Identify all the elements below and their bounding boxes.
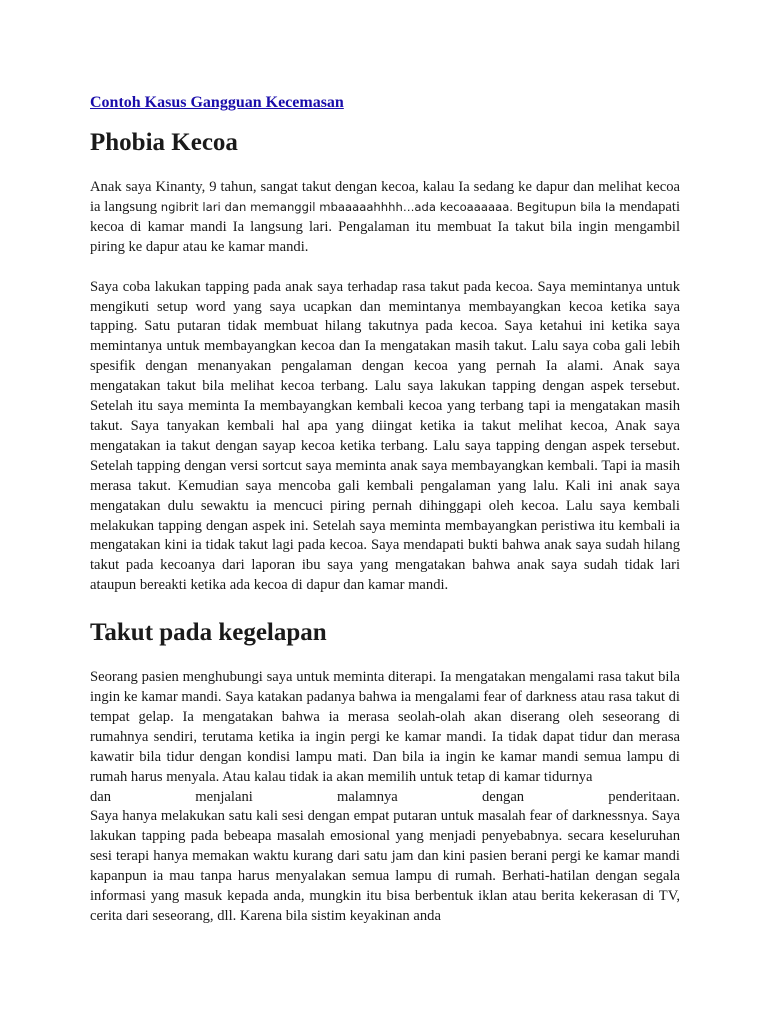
section-heading-phobia-kecoa: Phobia Kecoa bbox=[90, 129, 238, 156]
section1-paragraph-1-part-c: mendapati kecoa di kamar mandi Ia langsung lari. Pengalaman itu membuat Ia takut bila ingin mengambil piring ke dapur atau ke kamar mandi. bbox=[90, 198, 681, 255]
section2-paragraph-1-part-c: Saya hanya melakukan satu kali sesi dengan empat putaran untuk masalah fear of darknessnya. Saya lakukan tapping pada bebeapa masalah emosional yang menjadi penyebabnya. secara keseluruhan sesi terapi hanya memakan waktu kurang dari satu jam dan kini pasien berani pergi ke kamar mandi kapanpun ia mau tanpa harus menyalakan semua lampu di rumah. Berhati-hatilan dengan segala informasi yang masuk kepada anda, mungkin itu bisa berbentuk iklan atau berita kekerasan di TV, cerita dari seseorang, dll. Karena bila sistim keyakinan anda bbox=[90, 808, 680, 924]
section2-paragraph-1-part-b: dan menjalani malamnya dengan penderitaan. bbox=[90, 788, 680, 805]
section1-paragraph-1-part-b: ngibrit lari dan memanggil mbaaaaahhhh…ada kecoaaaaaa. Begitupun bila Ia bbox=[160, 199, 616, 214]
section1-paragraph-2: Saya coba lakukan tapping pada anak saya terhadap rasa takut pada kecoa. Saya memintanya untuk mengikuti setup word yang saya ucapkan dan memintanya membayangkan kecoa ketika saya tapping. Satu putaran tidak membuat hilang takutnya pada kecoa. Saya ketahui ini ketika saya memintanya untuk membayangkan kecoa dan Ia mengatakan masih takut. Lalu saya coba gali lebih spesifik dengan menanyakan pengalaman dengan kecoa yang pernah Ia alami. Anak saya mengatakan takut bila melihat kecoa terbang. Lalu saya lakukan tapping dengan aspek tersebut. Setelah itu saya meminta Ia membayangkan kembali kecoa yang terbang tapi ia mengatakan masih takut. Saya tanyakan kembali hal apa yang diingat ketika ia takut melihat kecoa, Anak saya mengatakan ia takut dengan sayap kecoa ketika terbang. Lalu saya tapping dengan aspek tersebut. Setelah tapping dengan versi sortcut saya meminta anak saya membayangkan kembali. Tapi ia masih merasa takut. Kemudian saya mencoba gali kembali pengalaman yang lalu. Kali ini anak saya mengatakan dulu sewaktu ia mencuci piring pernah dihinggapi oleh kecoa. Lalu saya kembali melakukan tapping dengan aspek ini. Setelah saya meminta membayangkan peristiwa itu kembali ia mengatakan kini ia tidak takut lagi pada kecoa. Saya mendapati bukti bahwa anak saya sudah hilang takut pada kecoanya dari laporan ibu saya yang mengatakan bahwa anak saya sudah tidak lari ataupun bereakti ketika ada kecoa di dapur dan kamar mandi. bbox=[90, 278, 680, 594]
document-page bbox=[90, 92, 680, 947]
article-link-title[interactable]: Contoh Kasus Gangguan Kecemasan bbox=[90, 94, 344, 111]
section2-paragraph-1-part-a: Seorang pasien menghubungi saya untuk meminta diterapi. Ia mengatakan mengalami rasa takut bila ingin ke kamar mandi. Saya katakan padanya bahwa ia mengalami fear of darkness atau rasa takut di tempat gelap. Ia mengatakan bahwa ia merasa seolah-olah akan diserang oleh seseorang di rumahnya sendiri, terutama ketika ia ingin pergi ke kamar mandi. Ia tidak dapat tidur dan merasa kawatir bila tidur dengan kondisi lampu mati. Dan bila ia ingin ke kamar mandi semua lampu di rumah harus menyala. Atau kalau tidak ia akan memilih untuk tetap di kamar tidurnya bbox=[90, 669, 680, 785]
section2-paragraph-1 bbox=[90, 668, 680, 927]
section1-paragraph-1 bbox=[90, 178, 680, 258]
section-heading-takut-pada-kegelapan: Takut pada kegelapan bbox=[90, 619, 327, 647]
section1-paragraph-1-part-a: Anak saya Kinanty, 9 tahun, sangat takut dengan kecoa, kalau Ia sedang ke dapur dan melihat kecoa ia langsung bbox=[90, 179, 680, 215]
